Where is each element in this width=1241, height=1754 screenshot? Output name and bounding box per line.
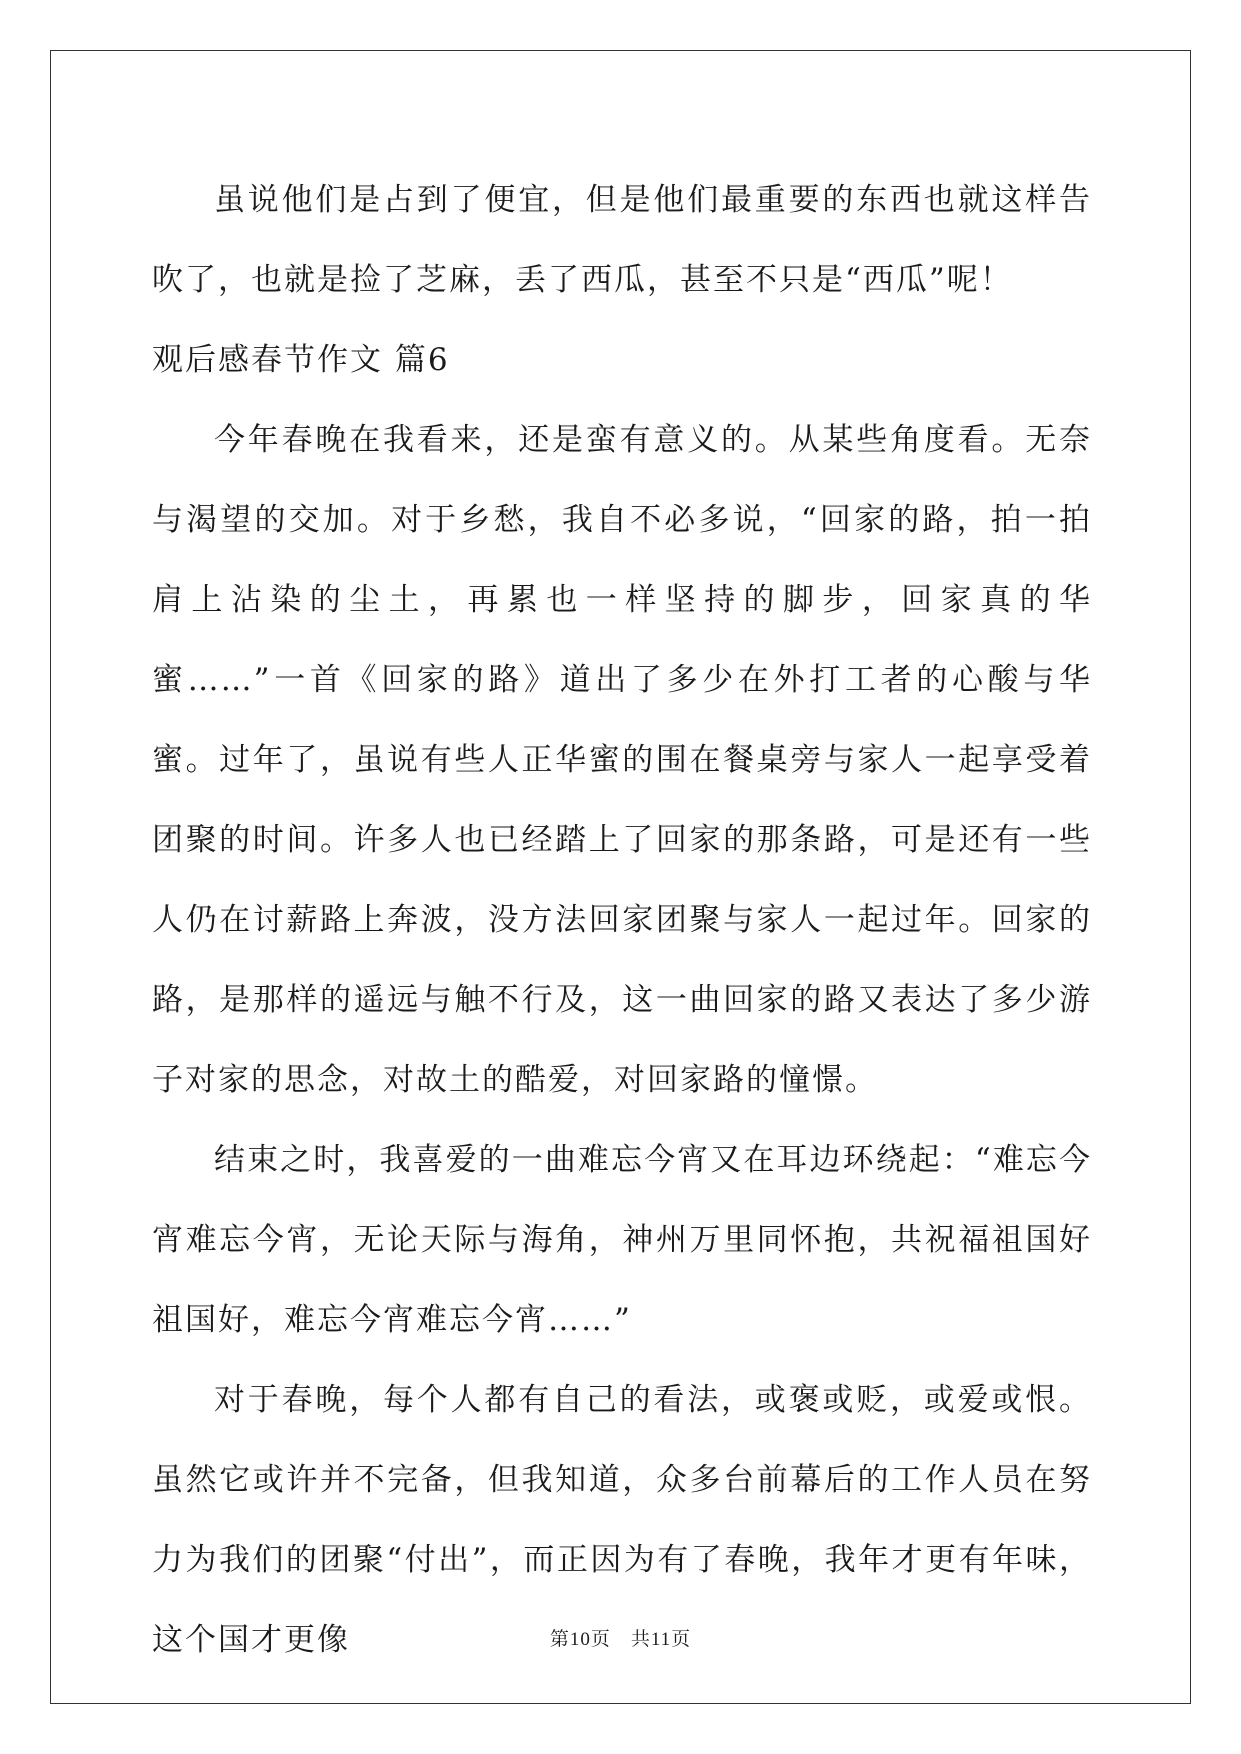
document-body <box>152 160 1092 1680</box>
page-suffix: 页 <box>671 1628 692 1650</box>
section-heading: 观后感春节作文 篇6 <box>152 342 450 378</box>
current-page-number: 10 <box>569 1629 591 1650</box>
paragraph: 虽说他们是占到了便宜，但是他们最重要的东西也就这样告吹了，也就是捡了芝麻，丢了西瓜，甚至不只是“西瓜”呢！ <box>152 182 1092 298</box>
paragraph: 对于春晚，每个人都有自己的看法，或褒或贬，或爱或恨。虽然它或许并不完备，但我知道，众多台前幕后的工作人员在努力为我们的团聚“付出”，而正因为有了春晚，我年才更有年味，这个国才更像 <box>152 1382 1092 1658</box>
total-page-number: 11 <box>650 1629 672 1650</box>
paragraph: 结束之时，我喜爱的一曲难忘今宵又在耳边环绕起：“难忘今宵难忘今宵，无论天际与海角，神州万里同怀抱，共祝福祖国好祖国好，难忘今宵难忘今宵……” <box>152 1142 1092 1338</box>
page-mid: 页 共 <box>590 1628 651 1650</box>
page-prefix: 第 <box>549 1628 570 1650</box>
page-footer <box>0 1624 1241 1651</box>
paragraph: 今年春晚在我看来，还是蛮有意义的。从某些角度看。无奈与渴望的交加。对于乡愁，我自不必多说，“回家的路，拍一拍肩上沾染的尘土，再累也一样坚持的脚步，回家真的华蜜……”一首《回家的路》道出了多少在外打工者的心酸与华蜜。过年了，虽说有些人正华蜜的围在餐桌旁与家人一起享受着团聚的时间。许多人也已经踏上了回家的那条路，可是还有一些人仍在讨薪路上奔波，没方法回家团聚与家人一起过年。回家的路，是那样的遥远与触不行及，这一曲回家的路又表达了多少游子对家的思念，对故土的酷爱，对回家路的憧憬。 <box>152 422 1092 1098</box>
